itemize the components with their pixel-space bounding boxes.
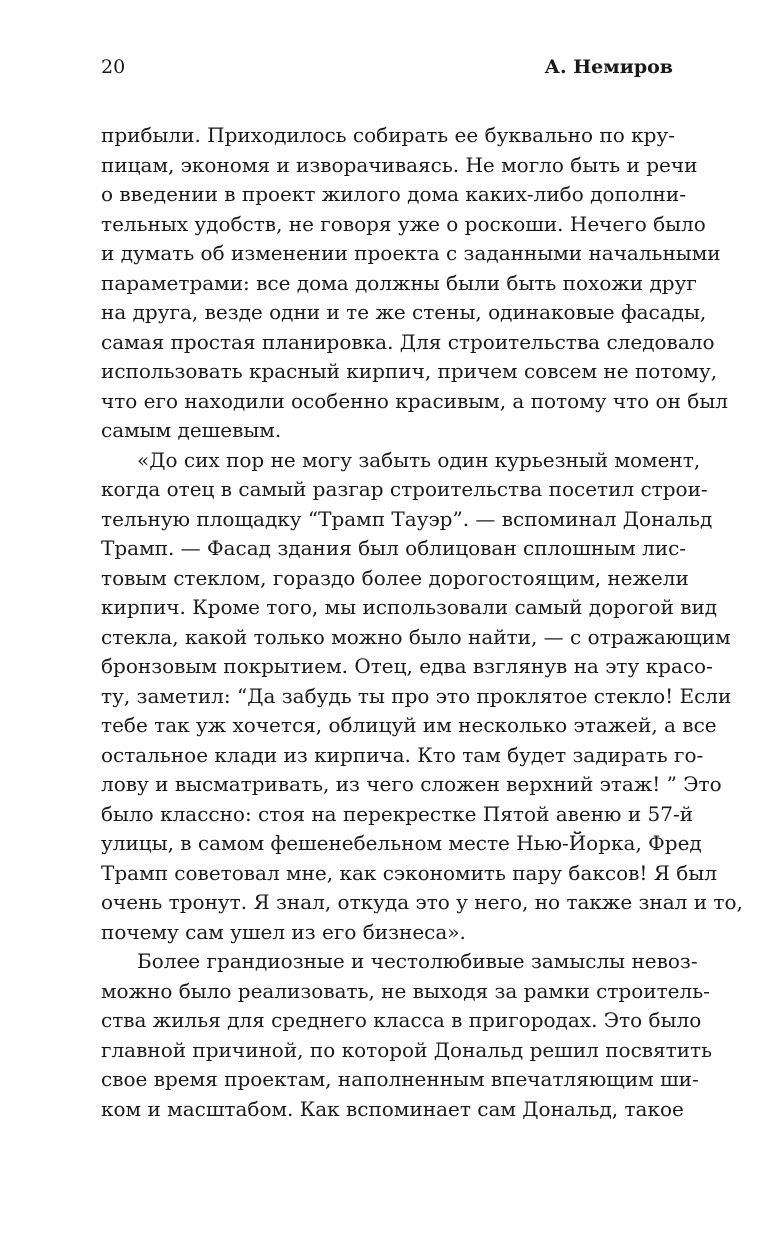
paragraph [101,121,728,446]
text-line: тебе так уж хочется, облицуй им несколько этажей, а все [101,713,717,737]
text-line: тельных удобств, не говоря уже о роскоши. Нечего было [101,211,706,236]
text-line: товым стеклом, гораздо более дорогостоящим, нежели [101,565,689,590]
text-line: ства жилья для среднего класса в пригородах. Это было [101,1008,702,1032]
text-line: о введении в проект жилого дома каких-либо дополни- [101,182,686,206]
paragraph [101,446,743,948]
text-line: бронзовым покрытием. Отец, едва взглянув на эту красо- [101,654,713,678]
text-line: остальное клади из кирпича. Кто там будет задирать го- [101,742,704,767]
text-line: ком и масштабом. Как вспоминает сам Дональд, такое [101,1096,684,1121]
text-line: стекла, какой только можно было найти, — с отражающим [101,624,731,649]
text-line: «До сих пор не могу забыть один курьезный момент, [137,447,701,472]
text-line: что его находили особенно красивым, а потому что он был [101,388,728,413]
text-line: свое время проектам, наполненным впечатляющим ши- [101,1067,699,1091]
text-line: улицы, в самом фешенебельном месте Нью-Йорка, Фред [101,831,702,855]
text-line: тельную площадку “Трамп Тауэр”. — вспоминал Дональд [101,506,713,531]
text-line: было классно: стоя на перекрестке Пятой авеню и 57-й [101,801,694,826]
text-line: Трамп советовал мне, как сэкономить пару баксов! Я был [101,860,717,885]
text-line: Более грандиозные и честолюбивые замыслы невоз- [137,949,698,973]
text-line: когда отец в самый разгар строительства посетил строи- [101,477,708,501]
paragraph [101,947,713,1124]
text-line: самая простая планировка. Для строительства следовало [101,329,715,354]
running-head-author: А. Немиров [544,56,673,78]
text-line: прибыли. Приходилось собирать ее буквально по кру- [101,123,675,147]
text-line: на друга, везде одни и те же стены, одинаковые фасады, [101,300,707,324]
text-line: главной причиной, по которой Дональд решил посвятить [101,1037,713,1062]
text-line: очень тронут. Я знал, откуда это у него, но также знал и то, [101,890,743,914]
text-line: почему сам ушел из его бизнеса». [101,919,466,944]
text-line: Трамп. — Фасад здания был облицован сплошным лис- [101,536,687,560]
page-number: 20 [101,56,126,78]
text-line: самым дешевым. [101,418,282,442]
page-header [101,56,673,78]
text-line: использовать красный кирпич, причем совсем не потому, [101,359,718,383]
text-line: пицам, экономя и изворачиваясь. Не могло быть и речи [101,152,698,177]
body-text [101,121,743,1124]
text-line: ту, заметил: “Да забудь ты про это проклятое стекло! Если [101,683,732,708]
text-line: параметрами: все дома должны были быть похожи друг [101,270,697,295]
text-line: кирпич. Кроме того, мы использовали самый дорогой вид [101,595,718,619]
text-line: можно было реализовать, не выходя за рамки строитель- [101,978,710,1003]
text-line: и думать об изменении проекта с заданными начальными [101,241,721,265]
text-line: лову и высматривать, из чего сложен верхний этаж! ” Это [101,772,722,796]
